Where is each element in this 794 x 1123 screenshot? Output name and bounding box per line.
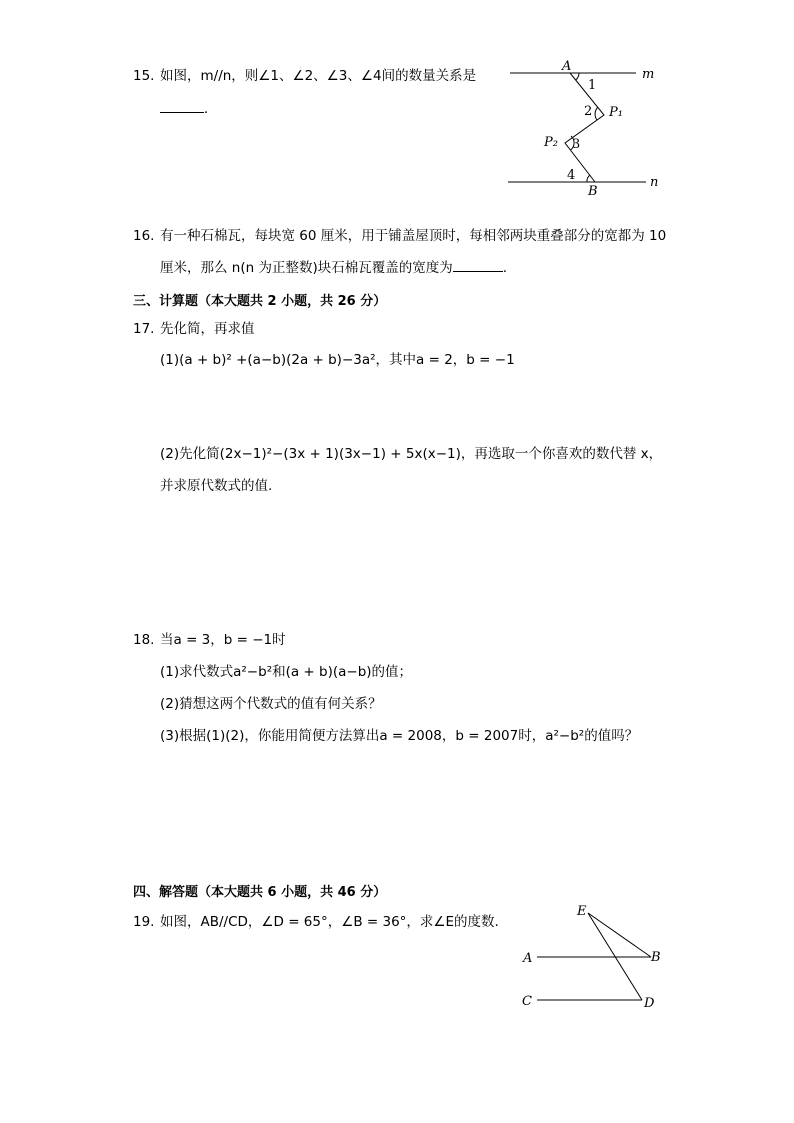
label-B: B	[588, 184, 598, 198]
label-m: m	[642, 67, 655, 82]
zigzag-path	[565, 73, 604, 182]
label-2: 2	[584, 104, 593, 119]
answer-blank	[453, 257, 503, 272]
q15-answer-line	[160, 98, 218, 119]
label-D: D	[644, 996, 655, 1011]
q15-period: ．	[204, 101, 218, 117]
q19-number: 19.	[133, 914, 155, 930]
label-C: C	[522, 994, 532, 1009]
q15-number: 15.	[133, 68, 155, 84]
label-4: 4	[567, 168, 576, 183]
q17-intro: 先化简，再求值	[160, 321, 255, 337]
q16-line2	[160, 257, 507, 278]
line-EB	[588, 913, 651, 957]
q18-number: 18.	[133, 632, 155, 648]
label-A: A	[562, 59, 572, 74]
q19-text: 如图，AB//CD，∠D = 65°，∠B = 36°，求∠E的度数.	[160, 914, 499, 930]
section-3-heading: 三、计算题（本大题共 2 小题，共 26 分）	[133, 294, 387, 309]
answer-blank	[160, 98, 204, 113]
q17-part2-line2: 并求原代数式的值.	[160, 478, 273, 494]
q15-figure	[500, 58, 670, 198]
label-n: n	[650, 175, 659, 190]
label-1: 1	[588, 78, 597, 93]
label-E: E	[577, 904, 587, 919]
label-P1: P₁	[609, 105, 623, 120]
q18-intro: 当a = 3，b = −1时	[160, 632, 286, 648]
q18-part2: (2)猜想这两个代数式的值有何关系？	[160, 696, 382, 712]
q16-number: 16.	[133, 228, 155, 244]
label-P2: P₂	[544, 135, 558, 150]
q16-line1: 有一种石棉瓦，每块宽 60 厘米，用于铺盖屋顶时，每相邻两块重叠部分的宽都为 10	[160, 228, 667, 244]
section-4-heading: 四、解答题（本大题共 6 小题，共 46 分）	[133, 885, 387, 900]
q17-number: 17.	[133, 321, 155, 337]
label-A: A	[523, 951, 533, 966]
q17-part2-line1: (2)先化简(2x−1)²−(3x + 1)(3x−1) + 5x(x−1)，再选取一个你喜欢的数代替 x，	[160, 446, 663, 462]
label-B: B	[651, 950, 661, 965]
angle-2-arc	[595, 107, 598, 120]
angle-1-arc	[576, 73, 579, 80]
q15-text: 如图，m//n，则∠1、∠2、∠3、∠4间的数量关系是	[160, 68, 477, 84]
q18-part3: (3)根据(1)(2)，你能用简便方法算出a = 2008，b = 2007时，a²−b²的值吗？	[160, 728, 639, 744]
label-3: 3	[572, 137, 581, 152]
q16-line2-text: 厘米，那么 n(n 为正整数)块石棉瓦覆盖的宽度为	[160, 260, 453, 276]
angle-4-arc	[587, 175, 590, 182]
q17-part1: (1)(a + b)² +(a−b)(2a + b)−3a²，其中a = 2，b = −1	[160, 352, 515, 368]
q18-part1: (1)求代数式a²−b²和(a + b)(a−b)的值；	[160, 664, 413, 680]
q16-period: .	[502, 260, 508, 276]
q19-figure	[515, 898, 675, 1018]
